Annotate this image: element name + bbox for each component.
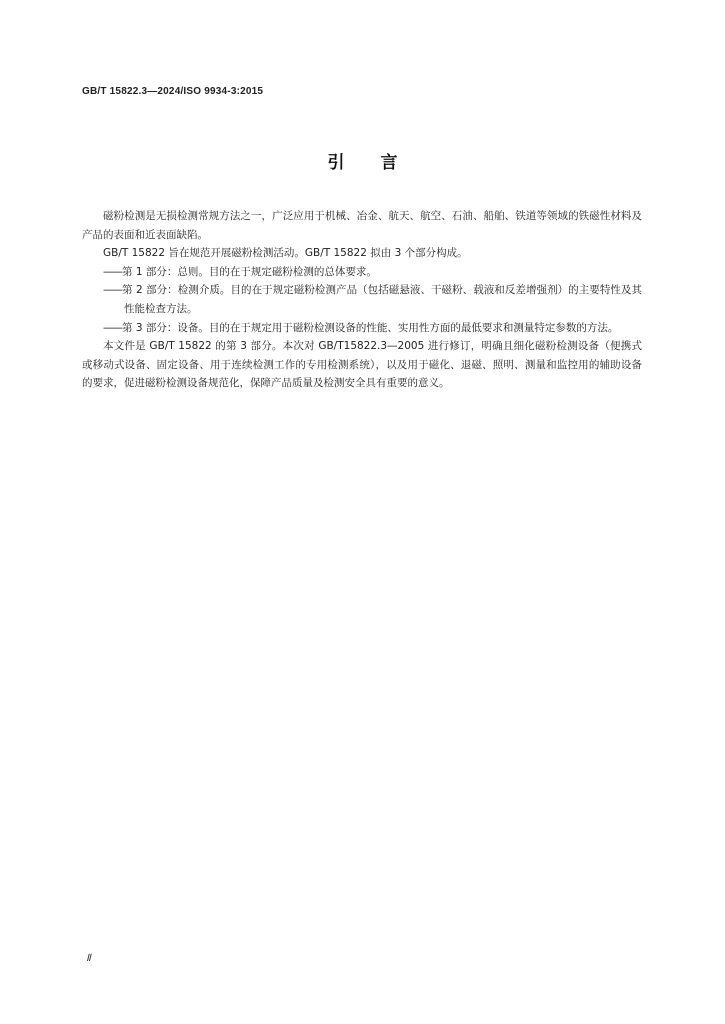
paragraph-intro: 磁粉检测是无损检测常规方法之一，广泛应用于机械、冶金、航天、航空、石油、船舶、铁道等领域的铁磁性材料及产品的表面和近表面缺陷。	[82, 210, 642, 241]
list-item	[82, 263, 642, 282]
standard-code-header: GB/T 15822.3—2024/ISO 9934-3:2015	[82, 86, 264, 97]
dash-marker: ——	[103, 284, 122, 297]
dash-marker: ——	[103, 265, 122, 278]
list-item	[82, 319, 642, 338]
paragraph-closing: 本文件是 GB/T 15822 的第 3 部分。本次对 GB/T15822.3—2005 进行修订，明确且细化磁粉检测设备（便携式或移动式设备、固定设备、用于连续检测工作的专用检测系统），以及用于磁化、退磁、照明、测量和监控用的辅助设备的要求，促进磁粉检测设备规范化，保障产品质量及检测安全具有重要的意义。	[82, 340, 642, 390]
list-item-text: 第 3 部分：设备。目的在于规定用于磁粉检测设备的性能、实用性方面的最低要求和测量特定参数的方法。	[122, 321, 619, 334]
list-item-text: 第 1 部分：总则。目的在于规定磁粉检测的总体要求。	[122, 265, 377, 278]
page-number: Ⅱ	[86, 953, 91, 964]
page-title: 引言	[327, 153, 434, 173]
list-item	[82, 281, 642, 318]
dash-marker: ——	[103, 321, 122, 334]
paragraph-structure: GB/T 15822 旨在规范开展磁粉检测活动。GB/T 15822 拟由 3 个部分构成。	[103, 247, 468, 260]
introduction-body	[82, 207, 642, 393]
list-item-text: 第 2 部分：检测介质。目的在于规定磁粉检测产品（包括磁悬液、干磁粉、载液和反差增强剂）的主要特性及其性能检查方法。	[122, 284, 642, 315]
